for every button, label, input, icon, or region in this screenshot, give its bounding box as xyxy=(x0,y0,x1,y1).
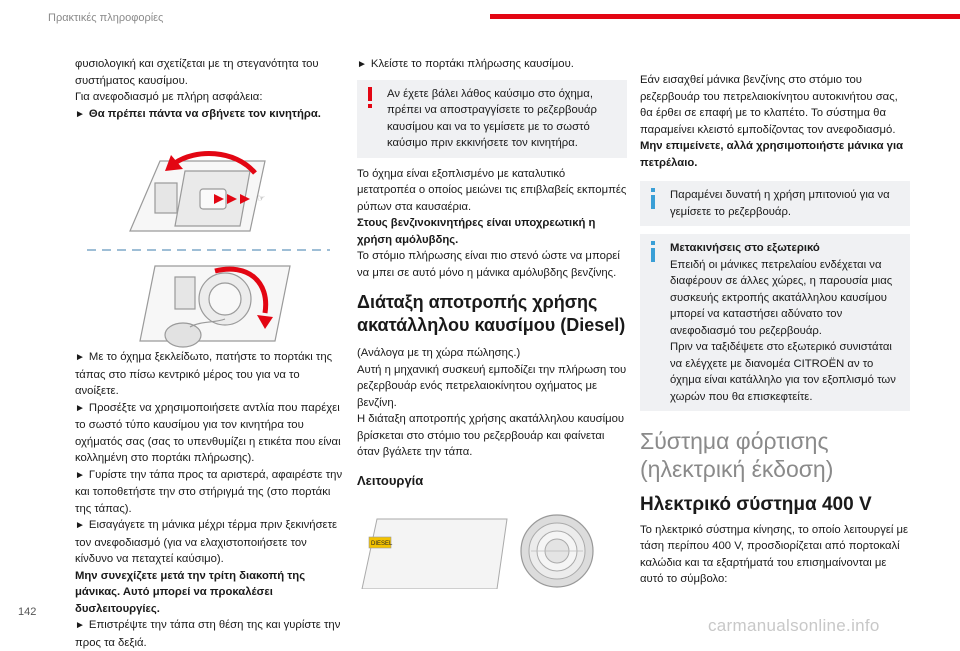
fuel-flap-drawing xyxy=(75,131,335,349)
info-icon xyxy=(651,188,655,209)
arrow-icon: ► xyxy=(75,620,85,631)
diesel-inlet-drawing xyxy=(357,499,607,589)
electric-system-text: Το ηλεκτρικό σύστημα κίνησης, το οποίο λειτουργεί με τάση περίπου 400 V, προσδιορίζεται από πορτοκαλί καλώδια και τα εξαρτήματά του επισημαίνονται με αυτό το σύμβολο: xyxy=(640,523,909,585)
info-icon xyxy=(651,241,655,262)
misfuel-heading: Διάταξη αποτροπής χρήσης ακατάλληλου καυσίμου (Diesel) xyxy=(357,292,626,335)
diesel-nozzle-bold: Μην επιμείνετε, αλλά χρησιμοποιήστε μάνικα για πετρέλαιο. xyxy=(640,140,904,169)
catalyst-text: Το όχημα είναι εξοπλισμένο με καταλυτικό μετατροπέα ο οποίος μειώνει τις επιβλαβείς εκπομπές ρύπων στα καυσαέρια. xyxy=(357,167,627,213)
step-close: ► Κλείστε το πορτάκι πλήρωσης καυσίμου. xyxy=(357,58,574,70)
column-3 xyxy=(640,72,910,588)
svg-text:☞: ☞ xyxy=(257,193,266,203)
warning-box xyxy=(357,80,627,158)
arrow-icon: ► xyxy=(75,352,85,363)
bold-step: ► Θα πρέπει πάντα να σβήνετε τον κινητήρα. xyxy=(75,107,321,120)
operation-heading: Λειτουργία xyxy=(357,472,424,488)
warning-text: Αν έχετε βάλει λάθος καύσιμο στο όχημα, πρέπει να αποστραγγίσετε το ρεζερβουάρ καυσίμου και να το γεμίσετε με το σωστό καύσιμο πριν εκκινήσετε τον κινητήρα. xyxy=(387,87,597,149)
arrow-icon: ► xyxy=(75,520,85,531)
petrol-nozzle-text: Εάν εισαχθεί μάνικα βενζίνης στο στόμιο του ρεζερβουάρ του πετρελαιοκίνητου αυτοκινήτου σας, θα έρθει σε επαφή με το κλαπέτο. Το σύστημα θα παραμείνει κλειστό εμποδίζοντας τον ανεφοδιασμό. xyxy=(640,74,898,136)
arrow-icon: ► xyxy=(75,108,85,120)
header-accent-bar xyxy=(490,14,960,19)
unleaded-bold: Στους βενζινοκινητήρες είναι υποχρεωτική η χρήση αμόλυβδης. xyxy=(357,217,596,246)
bold-warning: Μην συνεχίζετε μετά την τρίτη διακοπή της μάνικας. Αυτό μπορεί να προκαλέσει δυσλειτουργίες. xyxy=(75,569,306,615)
warning-icon xyxy=(368,87,372,109)
watermark: carmanualsonline.info xyxy=(708,616,880,635)
intro-text: φυσιολογική και σχετίζεται με τη στεγανότητα του συστήματος καυσίμου. xyxy=(75,58,319,87)
step-4: ► Εισαγάγετε τη μάνικα μέχρι τέρμα πριν ξεκινήσετε τον ανεφοδιασμό (για να ελαχιστοποιήσετε τον κίνδυνο να πεταχτεί καύσιμο). xyxy=(75,519,338,565)
step-2: ► Προσέξτε να χρησιμοποιήσετε αντλία που παρέχει το σωστό τύπο καυσίμου για τον κινητήρα του οχήματός σας (σας το υπενθυμίζει η ετικέτα που είναι κολλημένη στο πορτάκι πλήρωσης). xyxy=(75,401,341,464)
column-1 xyxy=(75,56,343,651)
step-3: ► Γυρίστε την τάπα προς τα αριστερά, αφαιρέστε την και τοποθετήστε την στο στήριγμά της (στο πορτάκι της τάπας). xyxy=(75,468,343,515)
filler-text: Το στόμιο πλήρωσης είναι πιο στενό ώστε να μπορεί να μπει σε αυτό μόνο η μάνικα αμόλυβδης βενζίνης. xyxy=(357,250,620,279)
info-box-abroad xyxy=(640,234,910,411)
electric-system-heading: Ηλεκτρικό σύστημα 400 V xyxy=(640,494,872,515)
page-number: 142 xyxy=(18,606,37,618)
info-box-can xyxy=(640,181,910,226)
arrow-icon: ► xyxy=(75,469,85,481)
arrow-icon: ► xyxy=(357,59,367,70)
running-header: Πρακτικές πληροφορίες xyxy=(48,12,164,24)
info-abroad-text: Επειδή οι μάνικες πετρελαίου ενδέχεται να διαφέρουν σε άλλες χώρες, η παρουσία μιας συσκευής εκτροπής ακατάλληλου καυσίμου μπορεί να καταστήσει αδύνατο τον ανεφοδιασμό του ρεζερβουάρ. Πριν να ταξιδέψετε στο εξωτερικό συνιστάται να ελέγχετε με διανομέα CITROËN αν το όχημα είναι κατάλληλο για τον εξοπλισμό των χωρών που θα επισκεφτείτε. xyxy=(670,258,896,403)
charging-system-heading: Σύστημα φόρτισης (ηλεκτρική έκδοση) xyxy=(640,428,834,482)
step-5: ► Επιστρέψτε την τάπα στη θέση της και γυρίστε την προς τα δεξιά. xyxy=(75,619,341,649)
safety-text: Για ανεφοδιασμό με πλήρη ασφάλεια: xyxy=(75,91,263,103)
info-abroad-title: Μετακινήσεις στο εξωτερικό xyxy=(670,242,820,254)
fuel-flap-illustration xyxy=(75,131,335,349)
info-can-text: Παραμένει δυνατή η χρήση μπιτονιού για να γεμίσετε το ρεζερβουάρ. xyxy=(670,189,890,218)
column-2 xyxy=(357,56,627,589)
diesel-label: DIESEL xyxy=(371,541,393,547)
misfuel-text: (Ανάλογα με τη χώρα πώλησης.) Αυτή η μηχανική συσκευή εμποδίζει την πλήρωση του ρεζερβουάρ ενός πετρελαιοκίνητου οχήματος με βενζίνη. Η διάταξη αποτροπής χρήσης ακατάλληλου καυσίμου βρίσκεται στο στόμιο του ρεζερβουάρ και φαίνεται όταν βγάλετε την τάπα. xyxy=(357,347,627,458)
step-1: ► Με το όχημα ξεκλείδωτο, πατήστε το πορτάκι της τάπας στο πίσω κεντρικό μέρος του για να το ανοίξετε. xyxy=(75,351,333,397)
diesel-cap-illustration xyxy=(357,499,607,589)
arrow-icon: ► xyxy=(75,402,85,414)
